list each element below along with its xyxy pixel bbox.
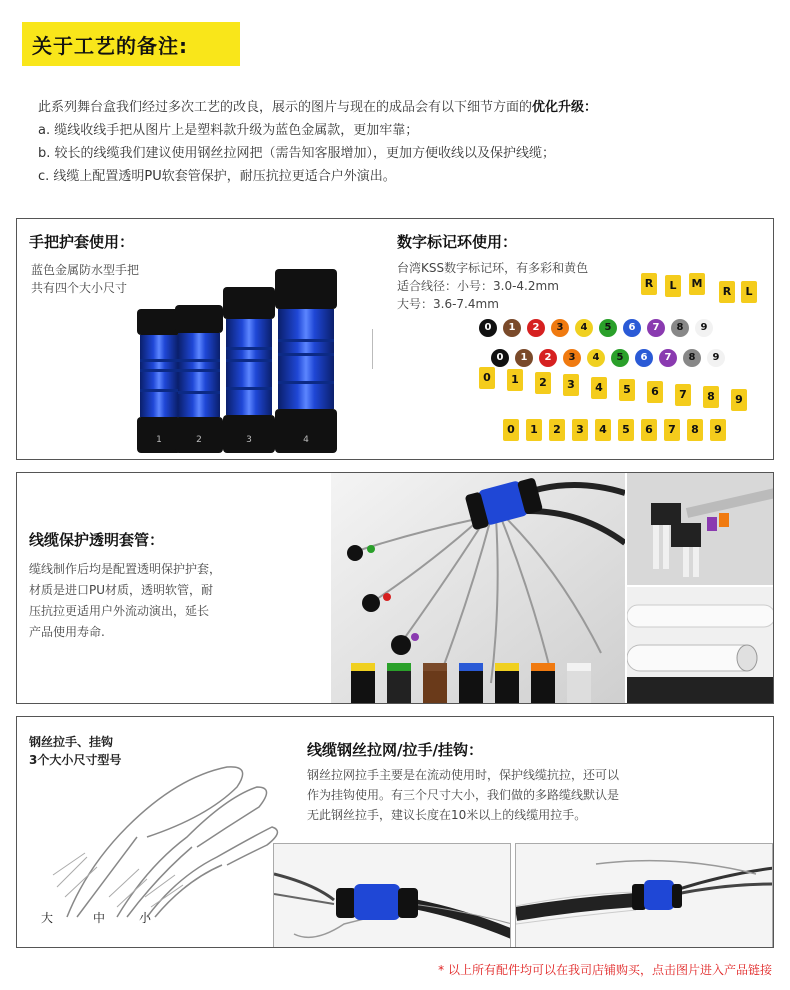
colored-marker: 5 [611, 349, 629, 367]
colored-marker: 0 [491, 349, 509, 367]
cable-fanout-illustration [331, 473, 625, 704]
wire-grip-photo-1[interactable] [273, 843, 511, 948]
digit-marker: 2 [535, 372, 551, 394]
digit-marker: 3 [563, 374, 579, 396]
header-title: 关于工艺的备注: [32, 34, 188, 58]
sleeve-desc-line-3: 压抗拉更适用户外流动演出，延长 [29, 604, 210, 618]
sleeve-desc-line-2: 材质是进口PU材质，透明软管，耐 [29, 583, 214, 597]
digit-marker: 7 [664, 419, 680, 441]
colored-marker: 1 [503, 319, 521, 337]
section-divider [372, 329, 373, 369]
colored-marker: 8 [671, 319, 689, 337]
size-label-medium: 中 [93, 911, 106, 925]
sleeve-desc-line-1: 缆线制作后均是配置透明保护护套， [29, 562, 222, 576]
colored-marker: 7 [647, 319, 665, 337]
digit-marker: 9 [731, 389, 747, 411]
footer-note: * 以上所有配件均可以在我司店铺购买，点击图片进入产品链接 [438, 963, 772, 977]
wire-grip-label-2: 3个大小尺寸型号 [29, 753, 122, 767]
digit-marker: 8 [703, 386, 719, 408]
colored-marker: 4 [587, 349, 605, 367]
wire-grip-section [16, 716, 774, 948]
colored-marker: 2 [527, 319, 545, 337]
handle-desc-line-1: 蓝色金属防水型手把 [31, 263, 140, 277]
clear-sleeve-illustration [627, 587, 774, 704]
handle-and-marker-section [16, 218, 774, 460]
colored-marker: 7 [659, 349, 677, 367]
colored-marker: 8 [683, 349, 701, 367]
letter-marker: L [665, 275, 681, 297]
handle-number: 4 [303, 435, 309, 445]
digit-marker: 7 [675, 384, 691, 406]
digit-marker: 2 [549, 419, 565, 441]
wire-grip-photo-2[interactable] [515, 843, 773, 948]
letter-marker: M [689, 273, 705, 295]
wire-grip-photo-2-illustration [516, 844, 773, 948]
digit-marker: 0 [479, 367, 495, 389]
marker-desc-line-2: 适合线径：小号：3.0-4.2mm [397, 279, 559, 293]
digit-marker: 6 [647, 381, 663, 403]
handle-desc-line-2: 共有四个大小尺寸 [31, 281, 128, 295]
wire-grip-desc-line-2: 作为挂钩使用。有三个尺寸大小，我们做的多路缆线默认是 [307, 788, 620, 802]
handle-product-image-3[interactable] [223, 287, 275, 453]
wire-grip-desc-line-3: 无此钢丝拉手，建议长度在10米以上的线缆用拉手。 [307, 808, 587, 822]
digit-marker: 3 [572, 419, 588, 441]
digit-marker: 1 [526, 419, 542, 441]
colored-marker: 3 [551, 319, 569, 337]
intro-notes [38, 96, 778, 188]
size-label-small: 小 [139, 911, 152, 925]
digit-marker: 5 [619, 379, 635, 401]
colored-marker: 4 [575, 319, 593, 337]
colored-marker: 9 [707, 349, 725, 367]
colored-marker: 6 [635, 349, 653, 367]
handle-section-title: 手把护套使用： [29, 233, 135, 251]
handle-product-image-2[interactable] [175, 305, 223, 453]
colored-marker: 6 [623, 319, 641, 337]
handle-product-image-4[interactable] [275, 269, 337, 453]
digit-marker: 1 [507, 369, 523, 391]
digit-marker: 4 [591, 377, 607, 399]
colored-marker: 3 [563, 349, 581, 367]
clear-sleeve-photo[interactable] [627, 587, 774, 704]
sleeve-section-title: 线缆保护透明套管： [29, 531, 165, 549]
digit-marker: 6 [641, 419, 657, 441]
colored-marker: 9 [695, 319, 713, 337]
section-header [22, 22, 240, 66]
wire-grip-section-title: 线缆钢丝拉网/拉手/挂钩： [307, 741, 483, 759]
digit-marker: 4 [595, 419, 611, 441]
colored-marker: 5 [599, 319, 617, 337]
letter-marker: R [719, 281, 735, 303]
sleeve-desc-line-4: 产品使用寿命. [29, 625, 105, 639]
colored-marker: 1 [515, 349, 533, 367]
digit-marker: 9 [710, 419, 726, 441]
digit-marker: 8 [687, 419, 703, 441]
intro-line-c: c. 线缆上配置透明PU软套管保护，耐压抗拉更适合户外演出。 [38, 169, 396, 184]
size-label-large: 大 [41, 911, 54, 925]
connector-pins-illustration [627, 473, 774, 585]
handle-number: 2 [196, 435, 202, 445]
cable-fanout-photo[interactable] [331, 473, 625, 704]
marker-desc-line-1: 台湾KSS数字标记环，有多彩和黄色 [397, 261, 589, 275]
colored-marker: 2 [539, 349, 557, 367]
marker-section-title: 数字标记环使用： [397, 233, 518, 251]
connector-pins-photo[interactable] [627, 473, 774, 585]
marker-desc-line-3: 大号：3.6-7.4mm [397, 297, 499, 311]
handle-number: 3 [246, 435, 252, 445]
intro-line-1: 此系列舞台盒我们经过多次工艺的改良，展示的图片与现在的成品会有以下细节方面的优化升级： [38, 100, 598, 115]
wire-grip-desc-line-1: 钢丝拉网拉手主要是在流动使用时，保护线缆抗拉，还可以 [307, 768, 620, 782]
intro-line-a: a. 缆线收线手把从图片上是塑料款升级为蓝色金属款，更加牢靠； [38, 123, 419, 138]
protection-sleeve-section [16, 472, 774, 704]
digit-marker: 5 [618, 419, 634, 441]
colored-marker: 0 [479, 319, 497, 337]
wire-grip-sizes-illustration [27, 757, 297, 927]
letter-marker: L [741, 281, 757, 303]
letter-marker: R [641, 273, 657, 295]
intro-line-b: b. 较长的线缆我们建议使用钢丝拉网把（需告知客服增加），更加方便收线以及保护线缆； [38, 146, 556, 161]
wire-grip-photo-1-illustration [274, 844, 511, 948]
digit-marker: 0 [503, 419, 519, 441]
handle-number: 1 [156, 435, 162, 445]
wire-grip-label-1: 钢丝拉手、挂钩 [29, 735, 114, 749]
